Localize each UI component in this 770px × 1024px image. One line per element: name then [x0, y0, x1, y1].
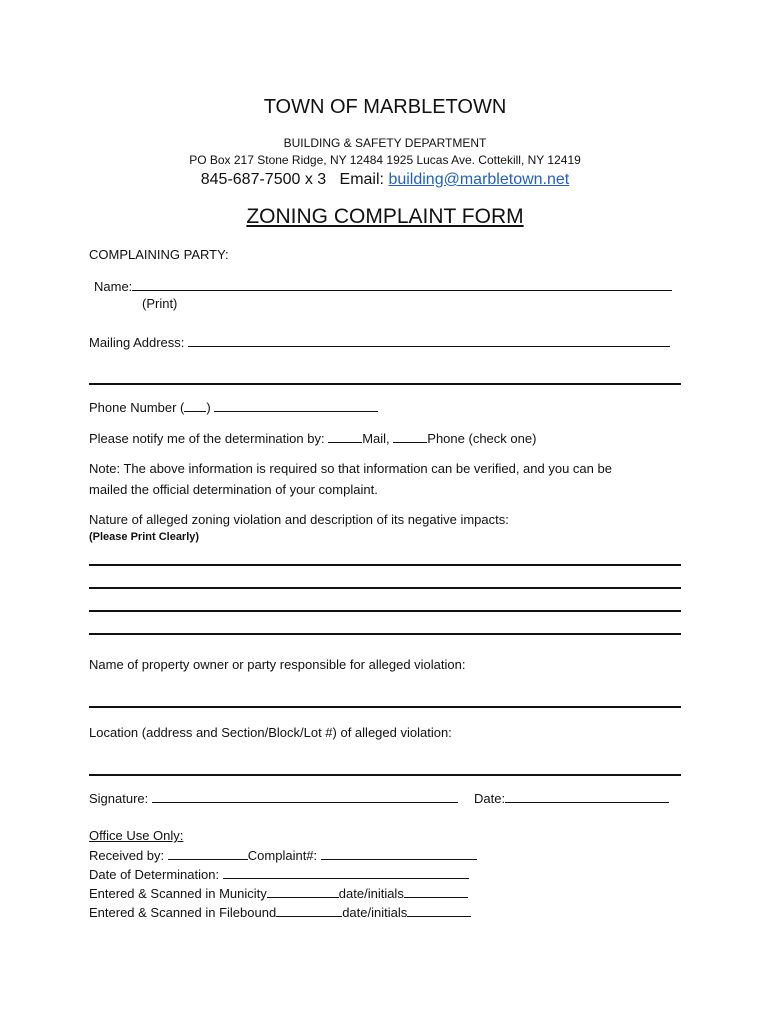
notify-row [89, 430, 536, 446]
name-label: Name: [94, 279, 133, 294]
location-line[interactable] [89, 774, 681, 776]
determination-row [89, 866, 469, 882]
date-field[interactable] [505, 790, 669, 803]
note-line-1: Note: The above information is required so that information can be verified, and you can be [89, 461, 612, 476]
nature-label: Nature of alleged zoning violation and description of its negative impacts: [89, 512, 509, 527]
form-title: ZONING COMPLAINT FORM [246, 205, 524, 228]
phone-row [89, 399, 378, 415]
filebound-initials-field[interactable] [407, 904, 471, 917]
department-name: BUILDING & SAFETY DEPARTMENT [283, 136, 487, 150]
complaint-number-field[interactable] [321, 847, 477, 860]
phone-check-field[interactable] [393, 430, 427, 443]
municity-initials-label: date/initials [338, 886, 404, 901]
date-row [474, 790, 669, 806]
municity-field[interactable] [267, 885, 339, 898]
owner-label: Name of property owner or party responsible for alleged violation: [89, 657, 466, 672]
nature-line-3[interactable] [89, 610, 681, 612]
phone-label: Phone Number ( [89, 400, 185, 415]
filebound-label: Entered & Scanned in Filebound [89, 905, 277, 920]
phone-paren: ) [206, 400, 211, 415]
phone-number: 845-687-7500 x 3 [200, 171, 327, 188]
mailing-address-line-2[interactable] [89, 383, 681, 385]
nature-line-2[interactable] [89, 587, 681, 589]
municity-row [89, 885, 468, 901]
complaining-party-heading: COMPLAINING PARTY: [89, 247, 229, 262]
location-label: Location (address and Section/Block/Lot #) of alleged violation: [89, 725, 452, 740]
contact-line [0, 171, 770, 189]
mailing-row [89, 334, 670, 350]
area-code-field[interactable] [184, 399, 206, 412]
signature-field[interactable] [152, 790, 458, 803]
office-use-heading: Office Use Only: [89, 828, 184, 843]
phone-number-field[interactable] [214, 399, 378, 412]
owner-line[interactable] [89, 706, 681, 708]
email-link[interactable]: building@marbletown.net [388, 171, 570, 188]
mailing-address-field[interactable] [188, 334, 670, 347]
nature-line-1[interactable] [89, 564, 681, 566]
phone-option: Phone (check one) [427, 431, 537, 446]
nature-line-4[interactable] [89, 633, 681, 635]
name-row [94, 278, 672, 294]
filebound-row [89, 904, 471, 920]
received-field[interactable] [168, 847, 248, 860]
email-label: Email: [339, 171, 384, 188]
date-label: Date: [474, 791, 506, 806]
mail-check-field[interactable] [328, 430, 362, 443]
filebound-field[interactable] [276, 904, 342, 917]
determination-label: Date of Determination: [89, 867, 220, 882]
received-row [89, 847, 477, 863]
municity-label: Entered & Scanned in Municity [89, 886, 267, 901]
determination-field[interactable] [223, 866, 469, 879]
signature-label: Signature: [89, 791, 149, 806]
municity-initials-field[interactable] [404, 885, 468, 898]
filebound-initials-label: date/initials [342, 905, 408, 920]
print-note: (Print) [142, 296, 178, 311]
department-address: PO Box 217 Stone Ridge, NY 12484 1925 Lucas Ave. Cottekill, NY 12419 [189, 153, 581, 167]
print-clearly-note: (Please Print Clearly) [89, 531, 200, 543]
signature-row [89, 790, 458, 806]
complaint-number-label: Complaint#: [247, 848, 318, 863]
mail-option: Mail, [362, 431, 390, 446]
mailing-address-label: Mailing Address: [89, 335, 185, 350]
notify-label: Please notify me of the determination by: [89, 431, 325, 446]
note-line-2: mailed the official determination of your complaint. [89, 482, 378, 497]
received-label: Received by: [89, 848, 165, 863]
name-field[interactable] [132, 278, 672, 291]
town-title: TOWN OF MARBLETOWN [263, 96, 507, 118]
